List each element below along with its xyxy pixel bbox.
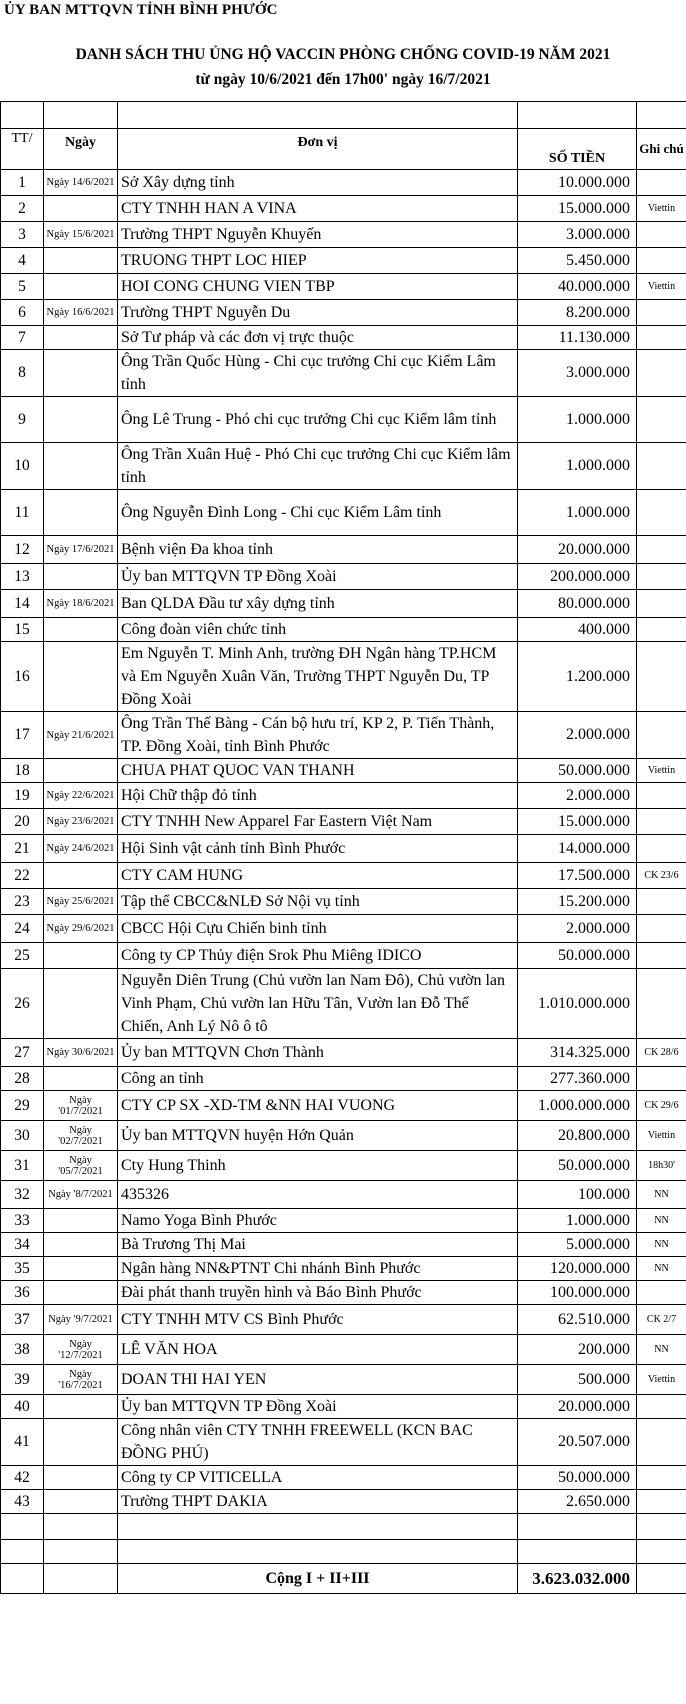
row-note <box>637 170 686 196</box>
row-amount: 20.000.000 <box>518 1395 637 1419</box>
row-date <box>44 943 118 969</box>
row-unit: CTY TNHH MTV CS Bình Phước <box>118 1305 518 1335</box>
row-number: 19 <box>1 783 44 809</box>
row-date: Ngày '02/7/2021 <box>44 1121 118 1151</box>
row-date <box>44 397 118 443</box>
row-unit: Cty Hung Thinh <box>118 1151 518 1181</box>
row-date <box>44 564 118 590</box>
row-number: 30 <box>1 1121 44 1151</box>
row-note: NN <box>637 1233 686 1257</box>
table-row <box>1 1039 686 1067</box>
row-note <box>637 642 686 712</box>
row-number: 40 <box>1 1395 44 1419</box>
row-note <box>637 809 686 835</box>
row-amount: 500.000 <box>518 1365 637 1395</box>
row-number: 20 <box>1 809 44 835</box>
table-row <box>1 783 686 809</box>
row-date <box>44 1395 118 1419</box>
total-row <box>1 1564 686 1594</box>
row-note <box>637 943 686 969</box>
row-amount: 15.000.000 <box>518 196 637 222</box>
row-date: Ngày 21/6/2021 <box>44 712 118 759</box>
row-note: CK 28/6 <box>637 1039 686 1067</box>
row-note: CK 2/7 <box>637 1305 686 1335</box>
row-amount: 50.000.000 <box>518 1466 637 1490</box>
row-number: 13 <box>1 564 44 590</box>
row-number: 34 <box>1 1233 44 1257</box>
row-amount: 200.000 <box>518 1335 637 1365</box>
row-amount: 1.000.000 <box>518 443 637 490</box>
row-amount: 8.200.000 <box>518 300 637 326</box>
row-date: Ngày 23/6/2021 <box>44 809 118 835</box>
table-row <box>1 1365 686 1395</box>
row-date <box>44 969 118 1039</box>
row-unit: Ông Trần Xuân Huệ - Phó Chi cục trưởng Chi cục Kiểm lâm tỉnh <box>118 443 518 490</box>
row-note <box>637 1466 686 1490</box>
row-amount: 2.000.000 <box>518 783 637 809</box>
row-note <box>637 536 686 564</box>
total-label: Cộng I + II+III <box>118 1564 518 1594</box>
header-unit: Đơn vị <box>118 129 518 170</box>
row-amount: 50.000.000 <box>518 759 637 783</box>
row-number: 11 <box>1 490 44 536</box>
row-number: 14 <box>1 590 44 618</box>
row-note: NN <box>637 1335 686 1365</box>
row-date: Ngày 17/6/2021 <box>44 536 118 564</box>
row-date <box>44 196 118 222</box>
row-date: Ngày 25/6/2021 <box>44 889 118 915</box>
row-note: CK 29/6 <box>637 1091 686 1121</box>
table-row <box>1 712 686 759</box>
row-date <box>44 490 118 536</box>
row-unit: Bệnh viện Đa khoa tỉnh <box>118 536 518 564</box>
row-date: Ngày 15/6/2021 <box>44 222 118 248</box>
row-date <box>44 274 118 300</box>
row-note <box>637 222 686 248</box>
row-amount: 80.000.000 <box>518 590 637 618</box>
row-date <box>44 1067 118 1091</box>
header-row <box>1 129 686 170</box>
table-row <box>1 1181 686 1209</box>
row-unit: Ủy ban MTTQVN Chơn Thành <box>118 1039 518 1067</box>
row-unit: Ông Lê Trung - Phó chi cục trưởng Chi cục Kiểm lâm tỉnh <box>118 397 518 443</box>
table-row <box>1 590 686 618</box>
row-number: 12 <box>1 536 44 564</box>
total-amount: 3.623.032.000 <box>518 1564 637 1594</box>
row-note <box>637 835 686 863</box>
header-date: Ngày <box>44 129 118 170</box>
row-amount: 20.000.000 <box>518 536 637 564</box>
row-number: 24 <box>1 915 44 943</box>
row-unit: Đài phát thanh truyền hình và Báo Bình Phước <box>118 1281 518 1305</box>
row-amount: 2.000.000 <box>518 712 637 759</box>
row-number: 36 <box>1 1281 44 1305</box>
row-note <box>637 889 686 915</box>
row-number: 5 <box>1 274 44 300</box>
table-row <box>1 1281 686 1305</box>
row-note <box>637 564 686 590</box>
table-row <box>1 1305 686 1335</box>
row-date <box>44 326 118 350</box>
table-row <box>1 248 686 274</box>
row-note: Viettin <box>637 759 686 783</box>
row-amount: 1.000.000 <box>518 1209 637 1233</box>
row-number: 29 <box>1 1091 44 1121</box>
table-row <box>1 1233 686 1257</box>
table-row <box>1 618 686 642</box>
row-note <box>637 350 686 397</box>
row-note <box>637 1419 686 1466</box>
row-unit: CHUA PHAT QUOC VAN THANH <box>118 759 518 783</box>
row-note <box>637 443 686 490</box>
row-unit: Tập thể CBCC&NLĐ Sở Nội vụ tỉnh <box>118 889 518 915</box>
row-note: 18h30' <box>637 1151 686 1181</box>
row-unit: Công nhân viên CTY TNHH FREEWELL (KCN BAC ĐỒNG PHÚ) <box>118 1419 518 1466</box>
row-amount: 3.000.000 <box>518 222 637 248</box>
row-amount: 1.000.000 <box>518 490 637 536</box>
row-note: Viettin <box>637 1121 686 1151</box>
row-date: Ngày 18/6/2021 <box>44 590 118 618</box>
row-number: 23 <box>1 889 44 915</box>
table-row <box>1 1091 686 1121</box>
table-row <box>1 1395 686 1419</box>
row-date <box>44 1466 118 1490</box>
row-number: 41 <box>1 1419 44 1466</box>
table-row <box>1 443 686 490</box>
header-amount: SỐ TIỀN <box>518 129 637 170</box>
row-date: Ngày '05/7/2021 <box>44 1151 118 1181</box>
row-date: Ngày '9/7/2021 <box>44 1305 118 1335</box>
row-number: 18 <box>1 759 44 783</box>
row-unit: HOI CONG CHUNG VIEN TBP <box>118 274 518 300</box>
row-unit: TRUONG THPT LOC HIEP <box>118 248 518 274</box>
table-row <box>1 835 686 863</box>
row-unit: Trường THPT DAKIA <box>118 1490 518 1514</box>
row-date <box>44 1257 118 1281</box>
organization-name: ỦY BAN MTTQVN TỈNH BÌNH PHƯỚC <box>4 2 278 18</box>
table-row <box>1 196 686 222</box>
row-number: 6 <box>1 300 44 326</box>
table-row <box>1 969 686 1039</box>
row-number: 7 <box>1 326 44 350</box>
row-number: 22 <box>1 863 44 889</box>
blank-row <box>1 1540 686 1564</box>
row-date <box>44 1209 118 1233</box>
row-number: 2 <box>1 196 44 222</box>
row-date: Ngày '12/7/2021 <box>44 1335 118 1365</box>
table-row <box>1 274 686 300</box>
table-row <box>1 1419 686 1466</box>
row-number: 33 <box>1 1209 44 1233</box>
row-unit: Nguyễn Diên Trung (Chủ vườn lan Nam Đô), Chủ vườn lan Vinh Phạm, Chủ vườn lan Hữu Tân, Vườn lan Đỗ Thế Chiến, Anh Lý Nô ô tô <box>118 969 518 1039</box>
row-date: Ngày 24/6/2021 <box>44 835 118 863</box>
table-row <box>1 300 686 326</box>
row-date <box>44 248 118 274</box>
row-number: 1 <box>1 170 44 196</box>
row-unit: Trường THPT Nguyễn Khuyến <box>118 222 518 248</box>
row-amount: 20.800.000 <box>518 1121 637 1151</box>
row-amount: 200.000.000 <box>518 564 637 590</box>
row-unit: Công đoàn viên chức tỉnh <box>118 618 518 642</box>
table-row <box>1 915 686 943</box>
row-note <box>637 618 686 642</box>
table-row <box>1 1151 686 1181</box>
row-note <box>637 915 686 943</box>
row-unit: Ngân hàng NN&PTNT Chi nhánh Bình Phước <box>118 1257 518 1281</box>
blank-row <box>1 1514 686 1540</box>
row-number: 4 <box>1 248 44 274</box>
row-note: CK 23/6 <box>637 863 686 889</box>
row-unit: Công an tỉnh <box>118 1067 518 1091</box>
row-number: 25 <box>1 943 44 969</box>
row-number: 21 <box>1 835 44 863</box>
row-amount: 1.200.000 <box>518 642 637 712</box>
row-number: 17 <box>1 712 44 759</box>
row-number: 38 <box>1 1335 44 1365</box>
table-row <box>1 1335 686 1365</box>
row-unit: CBCC Hội Cựu Chiến binh tỉnh <box>118 915 518 943</box>
table-row <box>1 564 686 590</box>
row-unit: Ông Nguyễn Đình Long - Chi cục Kiểm Lâm tỉnh <box>118 490 518 536</box>
row-amount: 1.000.000 <box>518 397 637 443</box>
row-note: NN <box>637 1209 686 1233</box>
table-row <box>1 350 686 397</box>
row-amount: 15.200.000 <box>518 889 637 915</box>
row-amount: 314.325.000 <box>518 1039 637 1067</box>
row-date <box>44 1281 118 1305</box>
row-unit: Ủy ban MTTQVN huyện Hớn Quản <box>118 1121 518 1151</box>
row-note <box>637 326 686 350</box>
row-note <box>637 783 686 809</box>
row-note: NN <box>637 1257 686 1281</box>
row-amount: 5.450.000 <box>518 248 637 274</box>
row-number: 15 <box>1 618 44 642</box>
row-unit: Trường THPT Nguyễn Du <box>118 300 518 326</box>
row-unit: DOAN THI HAI YEN <box>118 1365 518 1395</box>
row-unit: 435326 <box>118 1181 518 1209</box>
table-row <box>1 943 686 969</box>
row-note <box>637 248 686 274</box>
row-amount: 5.000.000 <box>518 1233 637 1257</box>
table-row <box>1 536 686 564</box>
row-unit: Ban QLDA Đầu tư xây dựng tỉnh <box>118 590 518 618</box>
row-number: 3 <box>1 222 44 248</box>
row-amount: 1.010.000.000 <box>518 969 637 1039</box>
row-date <box>44 642 118 712</box>
row-date: Ngày '01/7/2021 <box>44 1091 118 1121</box>
row-unit: Ủy ban MTTQVN TP Đồng Xoài <box>118 1395 518 1419</box>
row-amount: 40.000.000 <box>518 274 637 300</box>
header-note: Ghi chú <box>637 129 686 170</box>
row-number: 9 <box>1 397 44 443</box>
table-row <box>1 809 686 835</box>
table-row <box>1 222 686 248</box>
row-unit: Hội Chữ thập đỏ tỉnh <box>118 783 518 809</box>
document-title: DANH SÁCH THU ỦNG HỘ VACCIN PHÒNG CHỐNG COVID-19 NĂM 2021 <box>75 46 611 63</box>
row-unit: LÊ VĂN HOA <box>118 1335 518 1365</box>
row-number: 32 <box>1 1181 44 1209</box>
row-note: NN <box>637 1181 686 1209</box>
row-amount: 277.360.000 <box>518 1067 637 1091</box>
row-number: 31 <box>1 1151 44 1181</box>
row-amount: 20.507.000 <box>518 1419 637 1466</box>
row-date <box>44 759 118 783</box>
row-unit: Ông Trần Quốc Hùng - Chi cục trưởng Chi cục Kiểm Lâm tỉnh <box>118 350 518 397</box>
row-note <box>637 590 686 618</box>
table-row <box>1 1466 686 1490</box>
row-unit: Namo Yoga Bình Phước <box>118 1209 518 1233</box>
row-date <box>44 1233 118 1257</box>
row-date: Ngày '16/7/2021 <box>44 1365 118 1395</box>
row-amount: 2.650.000 <box>518 1490 637 1514</box>
row-number: 8 <box>1 350 44 397</box>
row-date: Ngày 16/6/2021 <box>44 300 118 326</box>
row-date <box>44 1419 118 1466</box>
row-amount: 100.000.000 <box>518 1281 637 1305</box>
table-row <box>1 642 686 712</box>
row-unit: Công ty CP VITICELLA <box>118 1466 518 1490</box>
table-row <box>1 1257 686 1281</box>
row-amount: 50.000.000 <box>518 943 637 969</box>
row-date: Ngày 29/6/2021 <box>44 915 118 943</box>
row-number: 42 <box>1 1466 44 1490</box>
row-amount: 2.000.000 <box>518 915 637 943</box>
row-number: 35 <box>1 1257 44 1281</box>
row-date <box>44 350 118 397</box>
row-number: 27 <box>1 1039 44 1067</box>
donation-table <box>0 101 686 1594</box>
row-date <box>44 1490 118 1514</box>
row-date: Ngày 22/6/2021 <box>44 783 118 809</box>
row-number: 26 <box>1 969 44 1039</box>
row-note: Viettin <box>637 274 686 300</box>
row-note: Viettin <box>637 196 686 222</box>
row-note: Viettin <box>637 1365 686 1395</box>
blank-row <box>1 102 686 129</box>
row-note <box>637 1490 686 1514</box>
row-unit: Công ty CP Thủy điện Srok Phu Miêng IDICO <box>118 943 518 969</box>
row-note <box>637 1281 686 1305</box>
row-amount: 100.000 <box>518 1181 637 1209</box>
row-note <box>637 969 686 1039</box>
row-amount: 50.000.000 <box>518 1151 637 1181</box>
row-date <box>44 618 118 642</box>
table-row <box>1 170 686 196</box>
row-unit: Em Nguyễn T. Minh Anh, trường ĐH Ngân hàng TP.HCM và Em Nguyễn Xuân Văn, Trường THPT Nguyễn Du, TP Đồng Xoài <box>118 642 518 712</box>
table-row <box>1 1121 686 1151</box>
row-note <box>637 1395 686 1419</box>
row-date: Ngày 14/6/2021 <box>44 170 118 196</box>
header-tt: TT/ <box>1 129 44 170</box>
table-row <box>1 863 686 889</box>
row-date: Ngày '8/7/2021 <box>44 1181 118 1209</box>
row-amount: 1.000.000.000 <box>518 1091 637 1121</box>
row-date: Ngày 30/6/2021 <box>44 1039 118 1067</box>
row-note <box>637 712 686 759</box>
row-unit: Sở Tư pháp và các đơn vị trực thuộc <box>118 326 518 350</box>
row-note <box>637 1067 686 1091</box>
row-unit: Ông Trần Thế Bàng - Cán bộ hưu trí, KP 2, P. Tiến Thành, TP. Đồng Xoài, tỉnh Bình Phước <box>118 712 518 759</box>
row-amount: 11.130.000 <box>518 326 637 350</box>
table-row <box>1 1490 686 1514</box>
table-row <box>1 1067 686 1091</box>
row-number: 28 <box>1 1067 44 1091</box>
row-note <box>637 490 686 536</box>
table-row <box>1 326 686 350</box>
row-unit: CTY CP SX -XD-TM &NN HAI VUONG <box>118 1091 518 1121</box>
row-unit: Bà Trương Thị Mai <box>118 1233 518 1257</box>
table-row <box>1 1209 686 1233</box>
row-unit: CTY CAM HUNG <box>118 863 518 889</box>
row-number: 43 <box>1 1490 44 1514</box>
row-date <box>44 863 118 889</box>
row-note <box>637 300 686 326</box>
table-row <box>1 759 686 783</box>
row-number: 39 <box>1 1365 44 1395</box>
row-unit: Sở Xây dựng tỉnh <box>118 170 518 196</box>
row-unit: Ủy ban MTTQVN TP Đồng Xoài <box>118 564 518 590</box>
document-subtitle: từ ngày 10/6/2021 đến 17h00' ngày 16/7/2021 <box>195 71 491 88</box>
row-amount: 62.510.000 <box>518 1305 637 1335</box>
table-row <box>1 490 686 536</box>
row-unit: CTY TNHH HAN A VINA <box>118 196 518 222</box>
row-note <box>637 397 686 443</box>
row-number: 10 <box>1 443 44 490</box>
row-amount: 14.000.000 <box>518 835 637 863</box>
row-amount: 400.000 <box>518 618 637 642</box>
row-unit: Hội Sinh vật cảnh tỉnh Bình Phước <box>118 835 518 863</box>
table-row <box>1 397 686 443</box>
row-amount: 120.000.000 <box>518 1257 637 1281</box>
row-amount: 15.000.000 <box>518 809 637 835</box>
row-number: 16 <box>1 642 44 712</box>
row-amount: 17.500.000 <box>518 863 637 889</box>
row-unit: CTY TNHH New Apparel Far Eastern Việt Nam <box>118 809 518 835</box>
row-amount: 3.000.000 <box>518 350 637 397</box>
row-date <box>44 443 118 490</box>
table-row <box>1 889 686 915</box>
row-number: 37 <box>1 1305 44 1335</box>
row-amount: 10.000.000 <box>518 170 637 196</box>
